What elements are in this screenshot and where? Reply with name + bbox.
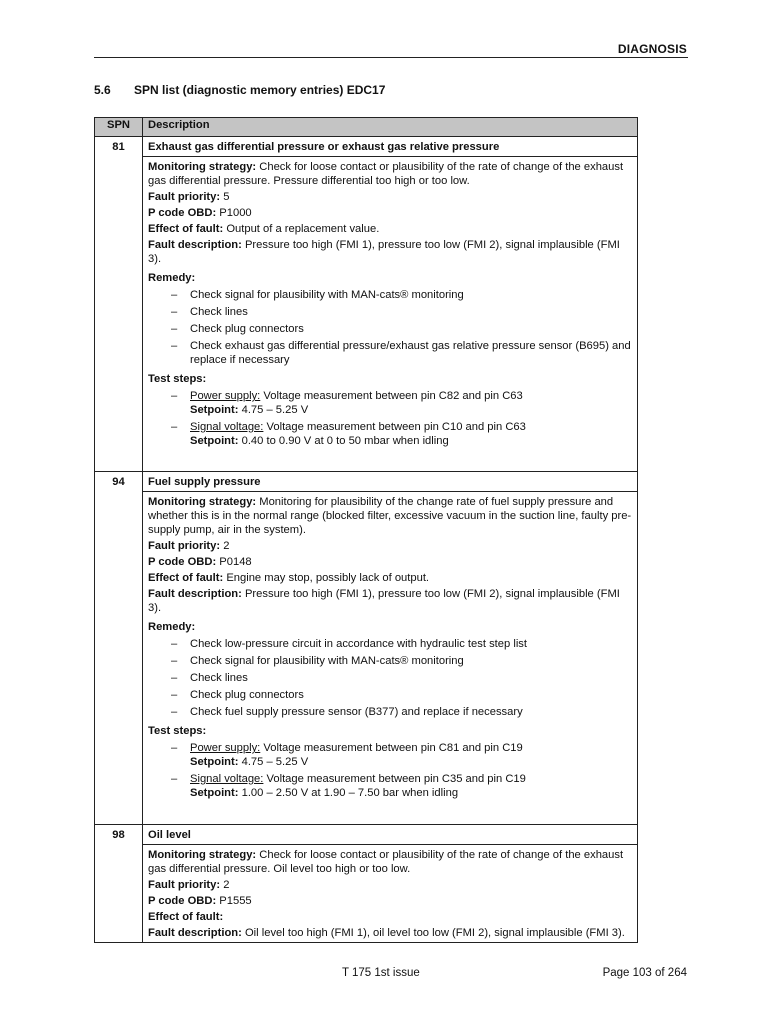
fault-priority <box>148 878 632 892</box>
setpoint-value: 1.00 – 2.50 V at 1.90 – 7.50 bar when idling <box>241 787 459 799</box>
spn-detail-cell <box>143 157 638 472</box>
test-step-name: Signal voltage: <box>190 773 264 785</box>
test-step <box>148 389 632 417</box>
spn-detail-row <box>95 157 638 472</box>
setpoint-label: Setpoint: <box>190 435 239 447</box>
header-title: DIAGNOSIS <box>617 42 687 56</box>
table-body <box>95 137 638 943</box>
spn-title: Fuel supply pressure <box>143 472 638 492</box>
remedy-heading: Remedy: <box>148 272 196 284</box>
remedy-list <box>148 288 632 367</box>
priority-value: 5 <box>223 191 230 203</box>
monitoring-label: Monitoring strategy: <box>148 496 257 508</box>
fault-desc-text: Pressure too high (FMI 1), pressure too low (FMI 2), signal implausible (FMI 3). <box>148 239 620 265</box>
setpoint <box>190 434 632 448</box>
monitoring-strategy <box>148 160 632 188</box>
priority-value: 2 <box>223 879 230 891</box>
test-steps-heading: Test steps: <box>148 725 207 737</box>
setpoint <box>190 403 632 417</box>
test-step <box>148 772 632 800</box>
test-step-text: Voltage measurement between pin C82 and pin C63 <box>263 390 523 402</box>
spn-title-row <box>95 825 638 845</box>
fault-desc-label: Fault description: <box>148 588 242 600</box>
fault-description <box>148 926 632 940</box>
remedy-item: – Check signal for plausibility with MAN-cats® monitoring <box>148 654 632 668</box>
spn-number: 98 <box>95 825 143 943</box>
effect-label: Effect of fault: <box>148 572 224 584</box>
p-code-obd <box>148 894 632 908</box>
spn-number: 94 <box>95 472 143 825</box>
test-step-text: Voltage measurement between pin C35 and pin C19 <box>266 773 526 785</box>
test-steps-list <box>148 741 632 800</box>
remedy-item: – Check plug connectors <box>148 688 632 702</box>
spn-title-row <box>95 137 638 157</box>
pcode-value: P1000 <box>219 207 252 219</box>
pcode-label: P code OBD: <box>148 556 217 568</box>
remedy-item: – Check low-pressure circuit in accordance with hydraulic test step list <box>148 637 632 651</box>
monitoring-text: Monitoring for plausibility of the change rate of fuel supply pressure and whether this is in the normal range (blocked filter, excessive vacuum in the suction line, faulty pre-supply pump, air in the system). <box>148 496 632 536</box>
effect-label: Effect of fault: <box>148 911 224 923</box>
spn-title: Oil level <box>143 825 638 845</box>
footer-page: Page 103 of 264 <box>602 967 687 979</box>
fault-description <box>148 587 632 615</box>
test-steps-list <box>148 389 632 448</box>
setpoint-value: 4.75 – 5.25 V <box>241 756 309 768</box>
effect-of-fault <box>148 222 632 236</box>
fault-priority <box>148 190 632 204</box>
effect-of-fault <box>148 910 632 924</box>
fault-priority <box>148 539 632 553</box>
setpoint-label: Setpoint: <box>190 756 239 768</box>
test-step-name: Power supply: <box>190 742 261 754</box>
pcode-value: P0148 <box>219 556 252 568</box>
setpoint-value: 4.75 – 5.25 V <box>241 404 309 416</box>
fault-desc-label: Fault description: <box>148 927 242 939</box>
remedy-item: – Check lines <box>148 671 632 685</box>
test-step-name: Signal voltage: <box>190 421 264 433</box>
priority-label: Fault priority: <box>148 191 221 203</box>
spn-table <box>94 117 638 943</box>
section-number: 5.6 <box>94 83 111 97</box>
spn-title-row <box>95 472 638 492</box>
effect-text: Output of a replacement value. <box>226 223 380 235</box>
fault-desc-text: Oil level too high (FMI 1), oil level too low (FMI 2), signal implausible (FMI 3). <box>244 927 625 939</box>
footer-doc: T 175 1st issue <box>342 967 420 979</box>
priority-label: Fault priority: <box>148 540 221 552</box>
p-code-obd <box>148 555 632 569</box>
remedy-item: – Check plug connectors <box>148 322 632 336</box>
spn-detail-row <box>95 492 638 825</box>
fault-desc-text: Pressure too high (FMI 1), pressure too low (FMI 2), signal implausible (FMI 3). <box>148 588 620 614</box>
setpoint <box>190 786 632 800</box>
setpoint-label: Setpoint: <box>190 404 239 416</box>
setpoint-label: Setpoint: <box>190 787 239 799</box>
section-title-text: SPN list (diagnostic memory entries) EDC17 <box>134 83 386 97</box>
pcode-label: P code OBD: <box>148 207 217 219</box>
setpoint-value: 0.40 to 0.90 V at 0 to 50 mbar when idling <box>241 435 449 447</box>
effect-label: Effect of fault: <box>148 223 224 235</box>
spn-title: Exhaust gas differential pressure or exhaust gas relative pressure <box>143 137 638 157</box>
remedy-item: – Check fuel supply pressure sensor (B377) and replace if necessary <box>148 705 632 719</box>
spn-detail-cell <box>143 845 638 943</box>
test-step-text: Voltage measurement between pin C10 and pin C63 <box>266 421 526 433</box>
test-step-name: Power supply: <box>190 390 261 402</box>
monitoring-text: Check for loose contact or plausibility of the rate of change of the exhaust gas differential pressure. Oil level too high or too low. <box>148 849 624 875</box>
monitoring-label: Monitoring strategy: <box>148 849 257 861</box>
test-steps-heading: Test steps: <box>148 373 207 385</box>
effect-of-fault <box>148 571 632 585</box>
effect-text: Engine may stop, possibly lack of output. <box>226 572 430 584</box>
spn-detail-row <box>95 845 638 943</box>
remedy-heading: Remedy: <box>148 621 196 633</box>
spn-detail-cell <box>143 492 638 825</box>
monitoring-strategy <box>148 495 632 537</box>
fault-desc-label: Fault description: <box>148 239 242 251</box>
monitoring-strategy <box>148 848 632 876</box>
p-code-obd <box>148 206 632 220</box>
pcode-label: P code OBD: <box>148 895 217 907</box>
monitoring-label: Monitoring strategy: <box>148 161 257 173</box>
priority-label: Fault priority: <box>148 879 221 891</box>
monitoring-text: Check for loose contact or plausibility of the rate of change of the exhaust gas differential pressure. Pressure differential too high or too low. <box>148 161 624 187</box>
table-header-row <box>95 118 638 137</box>
remedy-item: – Check signal for plausibility with MAN-cats® monitoring <box>148 288 632 302</box>
column-header-description: Description <box>143 118 638 137</box>
test-step <box>148 420 632 448</box>
remedy-item: – Check lines <box>148 305 632 319</box>
remedy-item: – Check exhaust gas differential pressure/exhaust gas relative pressure sensor (B695) and replace if necessary <box>148 339 632 367</box>
header-rule <box>94 57 688 58</box>
spn-number: 81 <box>95 137 143 472</box>
fault-description <box>148 238 632 266</box>
column-header-spn: SPN <box>95 118 143 137</box>
setpoint <box>190 755 632 769</box>
test-step <box>148 741 632 769</box>
test-step-text: Voltage measurement between pin C81 and pin C19 <box>263 742 523 754</box>
pcode-value: P1555 <box>219 895 252 907</box>
priority-value: 2 <box>223 540 230 552</box>
section-title <box>94 83 385 97</box>
remedy-list <box>148 637 632 719</box>
